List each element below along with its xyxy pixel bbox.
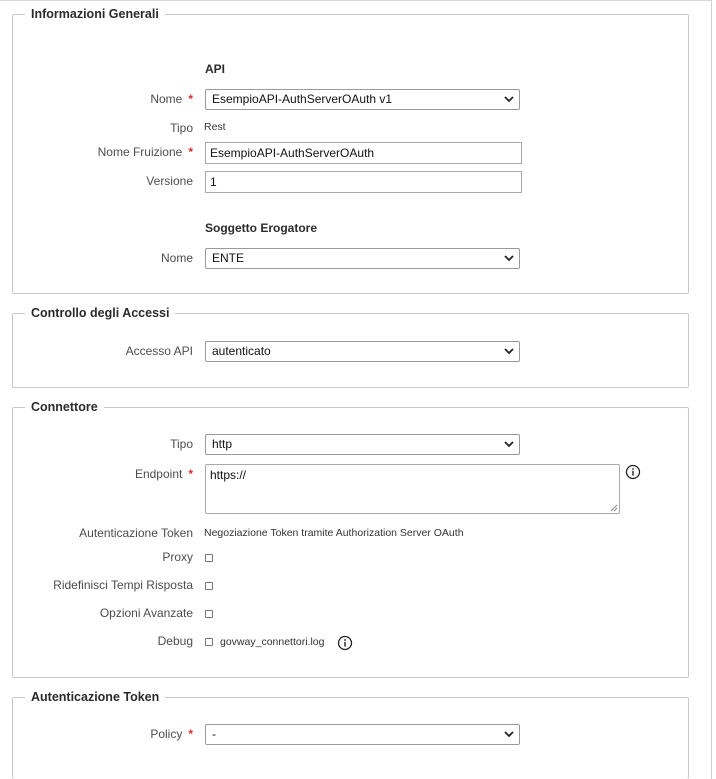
chevron-down-icon bbox=[504, 441, 514, 448]
autenticazione-token-value: Negoziazione Token tramite Authorization Server OAuth bbox=[204, 527, 464, 539]
chevron-down-icon bbox=[504, 348, 514, 355]
legend-connettore: Connettore bbox=[25, 400, 104, 415]
opzioni-avanzate-label: Opzioni Avanzate bbox=[99, 606, 193, 620]
tipo-value: Rest bbox=[204, 121, 226, 133]
debug-log-value: govway_connettori.log bbox=[220, 636, 325, 648]
fieldset-controllo-accessi bbox=[12, 306, 689, 388]
required-marker: * bbox=[188, 145, 193, 159]
proxy-label: Proxy bbox=[162, 550, 193, 564]
tipo-label: Tipo bbox=[170, 121, 193, 135]
endpoint-label: Endpoint * bbox=[134, 467, 193, 481]
connettore-tipo-label: Tipo bbox=[170, 437, 193, 451]
scroll-edge bbox=[711, 0, 712, 779]
resize-grip-icon[interactable] bbox=[610, 504, 618, 512]
top-divider bbox=[0, 0, 711, 1]
debug-label: Debug bbox=[157, 634, 193, 648]
tempi-risposta-checkbox[interactable] bbox=[205, 582, 213, 590]
accesso-api-label: Accesso API bbox=[125, 344, 193, 358]
soggetto-nome-label: Nome bbox=[160, 251, 193, 265]
info-icon[interactable] bbox=[337, 635, 353, 651]
nome-fruizione-input[interactable] bbox=[205, 142, 522, 164]
tempi-risposta-label: Ridefinisci Tempi Risposta bbox=[53, 578, 193, 592]
fieldset-connettore bbox=[12, 400, 689, 678]
policy-select[interactable]: - bbox=[205, 724, 520, 745]
debug-checkbox[interactable] bbox=[205, 638, 213, 646]
legend-controllo-accessi: Controllo degli Accessi bbox=[25, 306, 175, 321]
info-icon[interactable] bbox=[625, 464, 641, 480]
required-marker: * bbox=[188, 727, 193, 741]
versione-input[interactable] bbox=[205, 171, 522, 193]
fieldset-autenticazione-token bbox=[12, 690, 689, 779]
api-heading: API bbox=[205, 62, 226, 76]
chevron-down-icon bbox=[504, 96, 514, 103]
soggetto-erogatore-heading: Soggetto Erogatore bbox=[205, 221, 318, 235]
legend-autenticazione-token: Autenticazione Token bbox=[25, 690, 165, 705]
accesso-api-select[interactable]: autenticato bbox=[205, 341, 520, 362]
connettore-tipo-select[interactable]: http bbox=[205, 434, 520, 455]
chevron-down-icon bbox=[504, 731, 514, 738]
versione-label: Versione bbox=[146, 174, 193, 188]
nome-fruizione-label: Nome Fruizione * bbox=[97, 145, 193, 159]
required-marker: * bbox=[188, 467, 193, 481]
chevron-down-icon bbox=[504, 255, 514, 262]
opzioni-avanzate-checkbox[interactable] bbox=[205, 610, 213, 618]
proxy-checkbox[interactable] bbox=[205, 554, 213, 562]
required-marker: * bbox=[188, 92, 193, 106]
nome-api-select[interactable]: EsempioAPI-AuthServerOAuth v1 bbox=[205, 89, 520, 110]
fieldset-informazioni-generali bbox=[12, 7, 689, 294]
endpoint-textarea[interactable]: https:// bbox=[205, 464, 620, 514]
policy-label: Policy * bbox=[150, 727, 193, 741]
legend-informazioni-generali: Informazioni Generali bbox=[25, 7, 165, 22]
nome-label: Nome * bbox=[150, 92, 193, 106]
autenticazione-token-label: Autenticazione Token bbox=[79, 526, 193, 540]
soggetto-nome-select[interactable]: ENTE bbox=[205, 248, 520, 269]
